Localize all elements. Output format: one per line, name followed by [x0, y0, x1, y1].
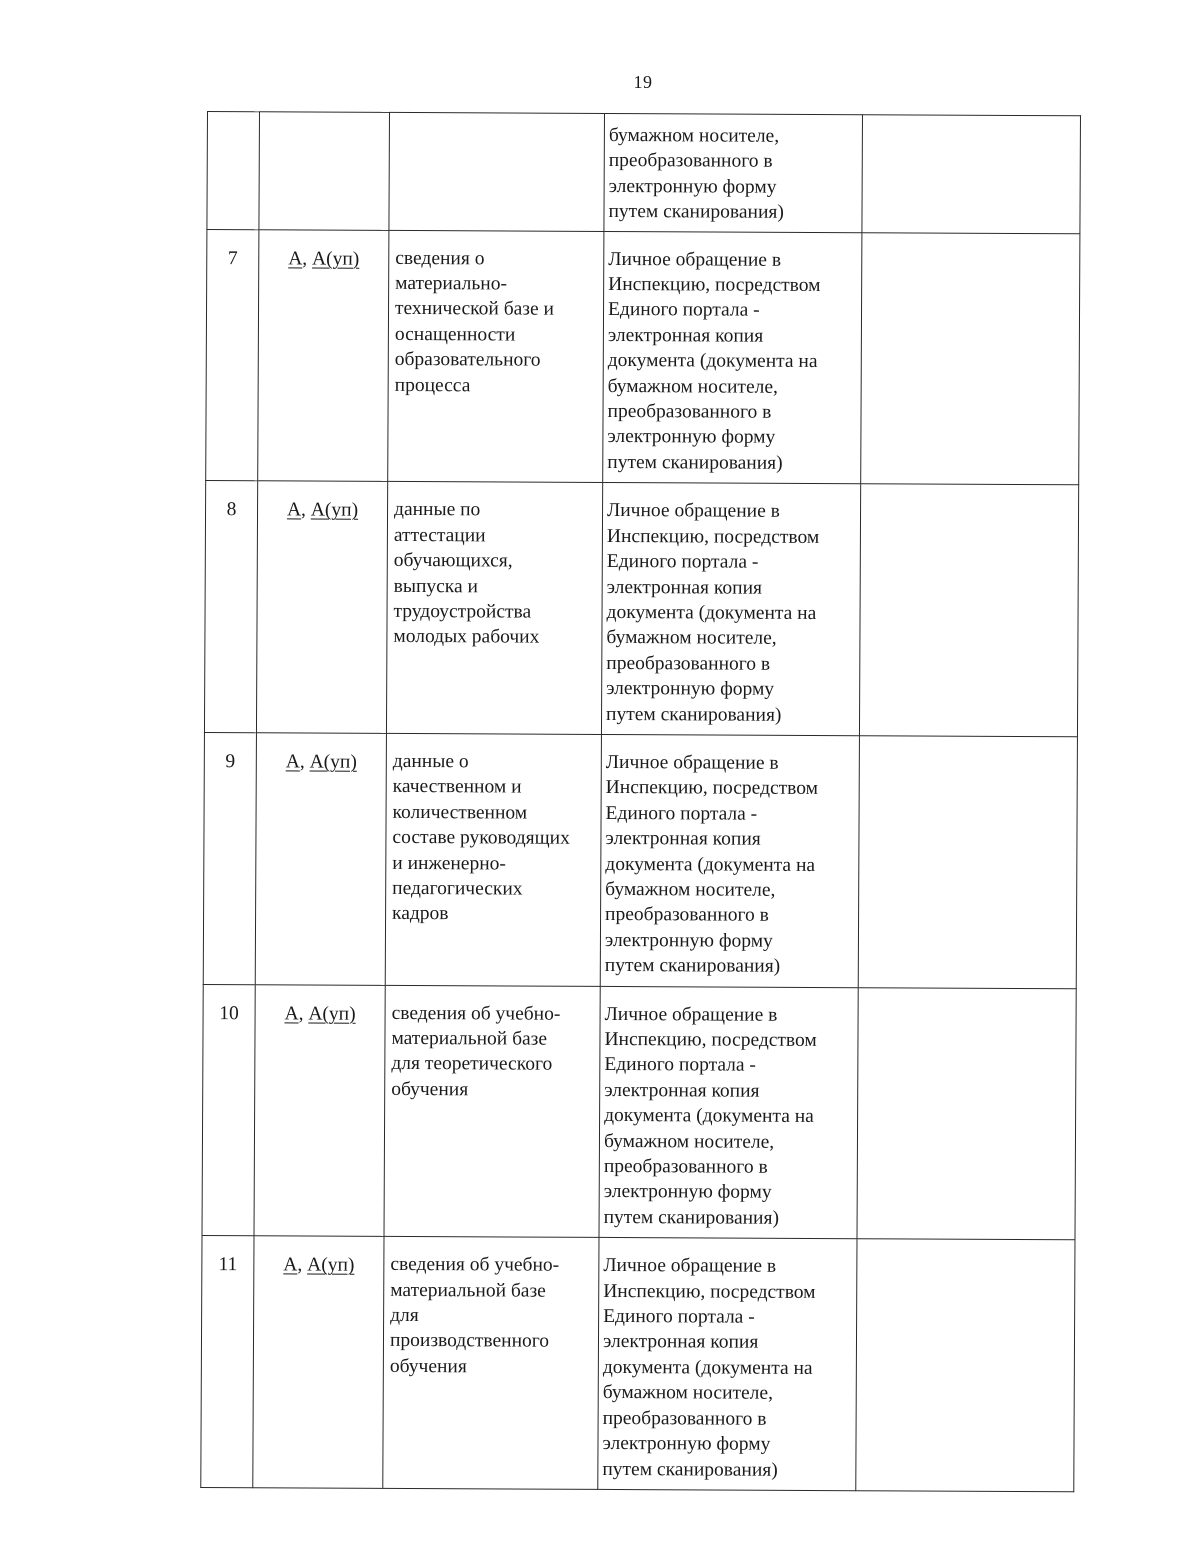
method-line: Единого портала -: [606, 551, 759, 573]
desc-line: для теоретического: [391, 1053, 553, 1076]
method-line: преобразованного в: [602, 1407, 767, 1430]
method-line: электронную форму: [607, 426, 776, 449]
method-line: документа (документа на: [606, 601, 817, 624]
method-line: путем сканирования): [608, 201, 784, 224]
row-number: 11: [201, 1236, 254, 1488]
table-row: [204, 481, 1078, 737]
desc-line: данные по: [394, 499, 481, 521]
method-line: Личное обращение в: [606, 500, 780, 523]
desc-line: качественном и: [392, 776, 522, 798]
cell-desc: [389, 112, 605, 231]
cell-code: [253, 1236, 384, 1488]
row-number: 10: [202, 984, 255, 1236]
row-number: 8: [204, 481, 257, 733]
method-line: Единого портала -: [605, 802, 758, 825]
row-number: 7: [206, 229, 259, 481]
method-line: электронную форму: [606, 678, 775, 700]
method-line: электронная копия: [607, 324, 764, 347]
code-link-aup[interactable]: А(уп): [307, 1254, 355, 1276]
table-row: [206, 229, 1080, 485]
method-line: бумажном носителе,: [602, 1382, 774, 1405]
method-line: Единого портала -: [603, 1306, 755, 1328]
method-line: путем сканирования): [603, 1206, 780, 1229]
desc-line: обучающихся,: [393, 550, 513, 572]
method-line: документа (документа на: [605, 853, 816, 876]
code-link-aup[interactable]: А(уп): [308, 1003, 356, 1025]
method-line: бумажном носителе,: [608, 124, 780, 147]
desc-line: данные о: [392, 750, 469, 773]
desc-line: аттестации: [393, 524, 486, 547]
cell-method: [604, 113, 863, 232]
table-row: [203, 732, 1077, 988]
code-separator: ,: [302, 248, 313, 270]
code-separator: ,: [298, 1003, 309, 1025]
cell-method: [598, 1238, 857, 1491]
cell-method: [599, 986, 858, 1239]
code-link-a[interactable]: А: [283, 1254, 298, 1276]
method-line: бумажном носителе,: [605, 878, 776, 901]
method-line: Инспекцию, посредством: [606, 525, 820, 548]
desc-line: технической базе и: [394, 298, 555, 321]
desc-line: материальной базе: [390, 1279, 546, 1302]
cell-desc: [383, 1237, 599, 1490]
method-line: преобразованного в: [608, 150, 773, 173]
method-line: документа (документа на: [607, 350, 818, 373]
cell-code: [259, 112, 390, 230]
method-line: электронную форму: [602, 1433, 771, 1455]
method-line: электронная копия: [604, 1079, 760, 1102]
desc-line: молодых рабочих: [393, 626, 540, 648]
code-link-a[interactable]: А: [286, 499, 302, 521]
table-row-continuation: [207, 112, 1081, 234]
cell-notes: [859, 484, 1078, 737]
document-table: [200, 111, 1081, 1492]
desc-line: педагогических: [392, 877, 523, 900]
desc-line: трудоустройства: [393, 600, 532, 623]
cell-desc: [386, 482, 602, 735]
code-link-aup[interactable]: А(уп): [312, 248, 360, 270]
method-line: бумажном носителе,: [607, 375, 778, 398]
code-link-a[interactable]: А: [288, 248, 303, 270]
code-separator: ,: [299, 751, 310, 773]
cell-code: [256, 481, 387, 733]
page-number: 19: [633, 72, 653, 92]
method-line: бумажном носителе,: [606, 627, 777, 650]
code-separator: ,: [301, 499, 311, 521]
method-line: документа (документа на: [604, 1105, 814, 1128]
method-line: электронную форму: [608, 175, 777, 198]
method-line: Инспекцию, посредством: [603, 1280, 816, 1303]
method-line: преобразованного в: [607, 401, 772, 423]
cell-notes: [857, 987, 1076, 1240]
desc-line: кадров: [392, 903, 449, 925]
cell-desc: [384, 985, 600, 1238]
cell-code: [255, 733, 386, 985]
document-table-wrapper: [200, 111, 1081, 1492]
cell-notes: [861, 232, 1080, 485]
desc-line: обучения: [389, 1355, 467, 1378]
cell-method: [603, 231, 862, 484]
method-line: Личное обращение в: [605, 751, 779, 774]
method-line: электронная копия: [602, 1331, 759, 1354]
code-link-a[interactable]: А: [285, 751, 300, 773]
cell-desc: [388, 230, 604, 483]
method-line: электронная копия: [606, 576, 763, 599]
code-link-a[interactable]: А: [284, 1002, 299, 1025]
desc-line: составе руководящих: [392, 827, 570, 849]
method-line: преобразованного в: [606, 652, 771, 675]
method-line: электронную форму: [604, 929, 773, 952]
desc-line: материальной базе: [391, 1027, 548, 1050]
cell-notes: [862, 115, 1081, 234]
method-line: бумажном носителе,: [603, 1130, 775, 1153]
method-line: Личное обращение в: [604, 1003, 778, 1026]
row-number: 9: [203, 732, 256, 984]
method-line: электронная копия: [605, 828, 761, 850]
cell-method: [601, 483, 860, 736]
desc-line: процесса: [394, 374, 471, 396]
method-line: Личное обращение в: [608, 248, 782, 271]
code-link-aup[interactable]: А(уп): [309, 751, 357, 773]
desc-line: производственного: [389, 1330, 550, 1353]
method-line: преобразованного в: [603, 1155, 768, 1178]
code-link-aup[interactable]: А(уп): [310, 499, 359, 522]
desc-line: сведения о: [395, 247, 485, 269]
method-line: документа (документа на: [602, 1356, 813, 1379]
method-line: Личное обращение в: [603, 1255, 777, 1278]
cell-method: [600, 734, 859, 987]
table-row: [201, 1236, 1075, 1492]
cell-notes: [858, 736, 1077, 989]
method-line: Инспекцию, посредством: [608, 273, 821, 297]
desc-line: и инженерно-: [392, 852, 506, 875]
table-body: [201, 112, 1081, 1492]
method-line: Инспекцию, посредством: [605, 777, 819, 800]
method-line: Инспекцию, посредством: [604, 1028, 817, 1051]
desc-line: сведения об учебно-: [391, 1002, 561, 1025]
code-separator: ,: [297, 1254, 308, 1276]
cell-code: [258, 229, 389, 481]
method-line: путем сканирования): [602, 1458, 778, 1481]
method-line: Единого портала -: [607, 299, 760, 322]
cell-notes: [856, 1239, 1075, 1492]
desc-line: для: [390, 1304, 419, 1327]
method-line: Единого портала -: [604, 1054, 757, 1077]
cell-num: [207, 112, 260, 230]
desc-line: образовательного: [394, 349, 541, 371]
method-line: преобразованного в: [605, 904, 769, 927]
method-line: путем сканирования): [606, 703, 782, 726]
desc-line: количественном: [392, 801, 528, 824]
method-line: путем сканирования): [607, 451, 783, 474]
method-line: путем сканирования): [604, 955, 781, 977]
desc-line: материально-: [395, 272, 508, 295]
method-line: электронную форму: [603, 1181, 772, 1204]
desc-line: выпуска и: [393, 575, 479, 597]
desc-line: сведения об учебно-: [390, 1254, 560, 1276]
desc-line: оснащенности: [394, 323, 516, 346]
cell-code: [254, 984, 385, 1236]
cell-desc: [385, 733, 601, 986]
desc-line: обучения: [391, 1078, 469, 1101]
table-row: [202, 984, 1076, 1240]
